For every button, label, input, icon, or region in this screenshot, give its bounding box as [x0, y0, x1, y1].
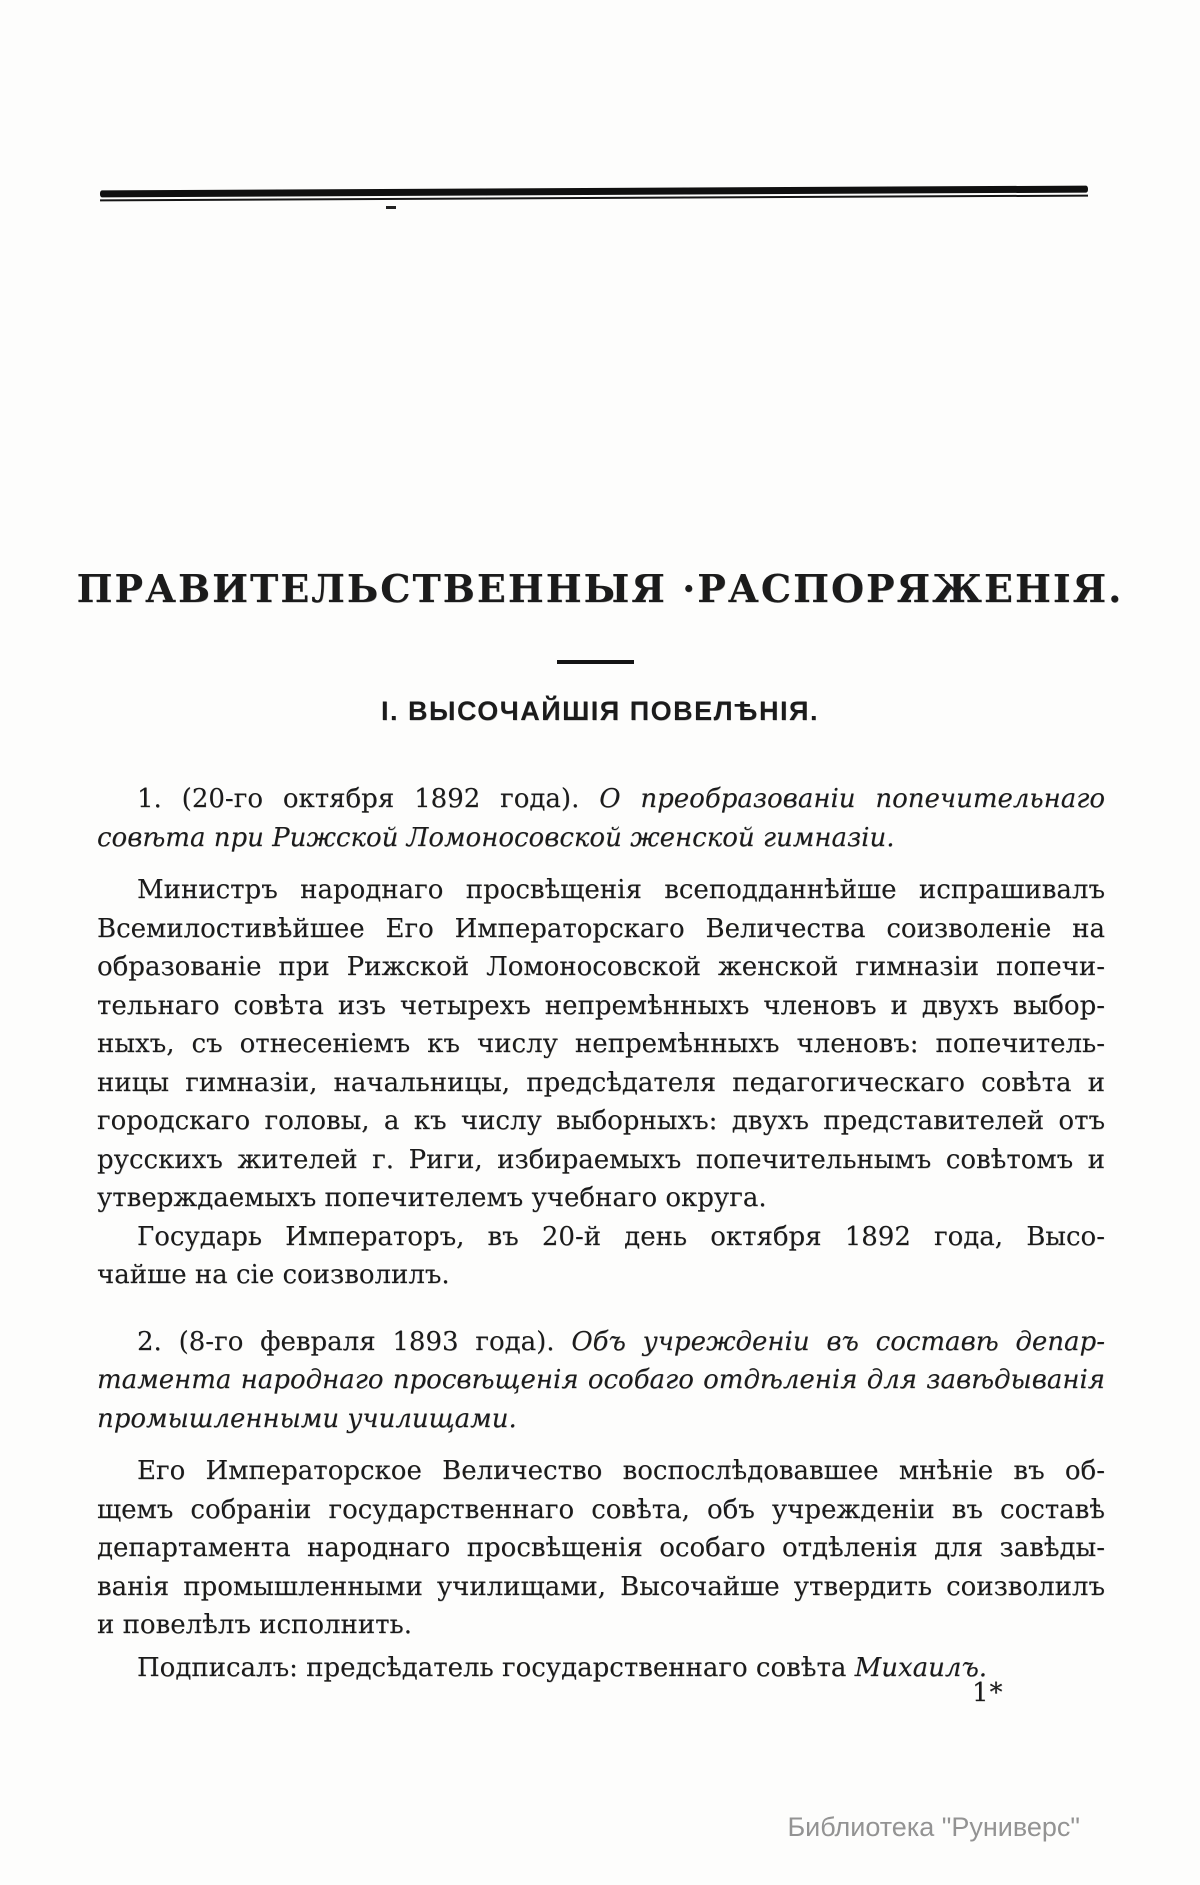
header-double-rule	[100, 186, 1088, 202]
text-line	[97, 948, 1105, 987]
text-segment: 2. (8-го февраля 1893 года).	[137, 1326, 572, 1357]
text-line	[97, 987, 1105, 1026]
text-line	[97, 1323, 1105, 1362]
text-line	[97, 1400, 1105, 1439]
text-segment: городскаго головы, а къ числу выборныхъ: двухъ представителей отъ	[97, 1106, 1105, 1136]
decree-2-paragraph-1	[97, 1452, 1105, 1645]
text-segment: чайше на сіе соизволилъ.	[97, 1260, 450, 1290]
text-segment-italic: Объ учрежденіи въ составѣ депар-	[571, 1326, 1105, 1357]
text-line	[97, 1452, 1105, 1491]
text-line	[97, 1102, 1105, 1141]
text-line	[97, 780, 1105, 819]
scan-dash-artifact	[386, 206, 396, 209]
page-signature-mark: 1*	[972, 1678, 1004, 1708]
text-segment: ныхъ, съ отнесеніемъ къ числу непремѣнныхъ членовъ: попечитель-	[97, 1029, 1105, 1059]
text-segment-italic: О преобразованіи попечительнаго	[599, 784, 1105, 814]
document-title: ПРАВИТЕЛЬСТВЕННЫЯ ·РАСПОРЯЖЕНІЯ.	[76, 566, 1124, 611]
text-segment-italic: совѣта при Рижской Ломоносовской женской гимназіи.	[97, 822, 895, 853]
text-segment: Подписалъ: предсѣдатель государственнаго совѣта	[137, 1652, 855, 1683]
decree-1-heading	[97, 780, 1105, 857]
text-segment-italic: тамента народнаго просвѣщенія особаго отдѣленія для завѣдыванія	[97, 1365, 1105, 1395]
text-segment-italic: Михаилъ.	[854, 1652, 988, 1683]
text-line	[97, 1529, 1105, 1568]
text-line	[97, 1256, 1105, 1295]
text-segment: ванія промышленными училищами, Высочайше утвердить соизволилъ	[97, 1571, 1105, 1602]
section-heading: І. ВЫСОЧАЙШІЯ ПОВЕЛѢНІЯ.	[381, 696, 819, 726]
text-line	[97, 1179, 1105, 1218]
document-body	[97, 780, 1105, 1687]
text-segment: Министръ народнаго просвѣщенія всеподданнѣйше испрашивалъ	[137, 875, 1105, 905]
text-line	[97, 819, 1105, 858]
text-segment: щемъ собраніи государственнаго совѣта, объ учрежденіи въ составѣ	[97, 1494, 1105, 1525]
decree-1-paragraph-2	[97, 1218, 1105, 1295]
text-segment: утверждаемыхъ попечителемъ учебнаго округа.	[97, 1183, 767, 1213]
text-line	[97, 1218, 1105, 1257]
signature-block	[97, 1649, 1105, 1688]
text-line	[97, 871, 1105, 910]
text-line	[97, 1649, 1105, 1688]
text-line	[97, 1141, 1105, 1180]
text-line	[97, 1361, 1105, 1400]
text-line	[97, 1568, 1105, 1607]
text-line	[97, 1025, 1105, 1064]
text-line	[97, 1606, 1105, 1645]
text-segment: Его Императорское Величество воспослѣдовавшее мнѣніе въ об-	[137, 1456, 1105, 1486]
text-line	[97, 1064, 1105, 1103]
library-watermark: Библиотека "Руниверс"	[787, 1812, 1080, 1842]
text-segment: и повелѣлъ исполнить.	[97, 1610, 412, 1640]
decree-1-paragraph-1	[97, 871, 1105, 1218]
text-segment: образованіе при Рижской Ломоносовской женской гимназіи попечи-	[97, 952, 1105, 982]
text-segment: Всемилостивѣйшее Его Императорскаго Величества соизволеніе на	[97, 913, 1105, 944]
text-segment: Государь Императоръ, въ 20-й день октября 1892 года, Высо-	[137, 1221, 1105, 1252]
title-divider-rule	[557, 660, 634, 664]
text-segment: тельнаго совѣта изъ четырехъ непремѣнныхъ членовъ и двухъ выбор-	[97, 990, 1105, 1021]
text-segment: 1. (20-го октября 1892 года).	[137, 784, 600, 814]
text-segment: русскихъ жителей г. Риги, избираемыхъ попечительнымъ совѣтомъ и	[97, 1144, 1105, 1175]
text-segment: департамента народнаго просвѣщенія особаго отдѣленія для завѣды-	[97, 1533, 1105, 1563]
text-segment-italic: промышленными училищами.	[97, 1403, 517, 1434]
text-line	[97, 1491, 1105, 1530]
decree-2-heading	[97, 1323, 1105, 1439]
text-line	[97, 910, 1105, 949]
text-segment: ницы гимназіи, начальницы, предсѣдателя педагогическаго совѣта и	[97, 1067, 1105, 1098]
